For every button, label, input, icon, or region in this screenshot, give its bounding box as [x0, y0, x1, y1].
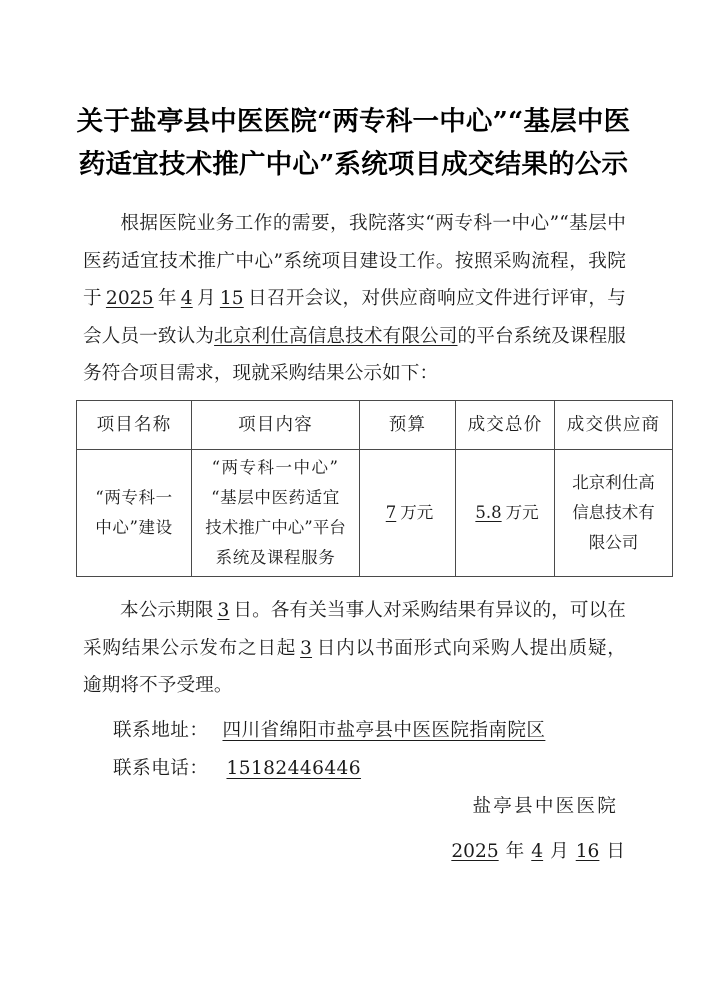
opening-text-segment-2: 召开会议，对供应商响应文件进行评审，与会人员一致认为: [83, 288, 626, 347]
signature-block: [83, 788, 626, 870]
project-content-line-3: 技术推广中心”平台: [205, 518, 346, 537]
meeting-month-unit: 月: [196, 288, 216, 309]
contact-phone-label: 联系电话：: [113, 757, 209, 779]
opening-text-segment-1: 根据医院业务工作的需要，我院落实“两专科一中心”“基层中医药适宜技术推广中心”系统项目建设工作。按照采购流程，我院于: [83, 213, 626, 309]
title-line-1: 关于盐亭县中医医院“两专科一中心”“基层中医: [76, 106, 631, 137]
notice-period-paragraph: [83, 592, 626, 705]
meeting-month-value: 4: [180, 288, 193, 309]
supplier-line-1: 北京利仕高: [572, 473, 655, 492]
page-title: [68, 100, 639, 186]
project-name-line-1: “两专科一: [95, 488, 173, 507]
signature-day-unit: 日: [606, 841, 625, 862]
meeting-day-value: 15: [219, 288, 244, 309]
signature-month-value: 4: [531, 841, 544, 862]
contact-address-line: [113, 712, 613, 750]
cell-project-name: [77, 450, 192, 577]
table-header-budget: 预算: [360, 401, 456, 450]
project-content-line-2: “基层中医药适宜: [211, 488, 340, 507]
opening-text-segment-3: 的平台系统及课程服务符合项目需求，现就采购结果公示如下：: [83, 325, 626, 384]
objection-period-days: 3: [300, 637, 313, 659]
notice-text-segment-3: 日内以书面形式向采购人提出质疑，逾期将不予受理。: [83, 637, 626, 696]
total-price-value: 5.8: [475, 503, 502, 522]
signature-organization: 盐亭县中医医院: [472, 796, 618, 817]
procurement-result-table: [76, 400, 673, 577]
cell-project-content: [192, 450, 360, 577]
notice-text-segment-2: 日。各有关当事人对采购结果有异议的，可以在采购结果公示发布之日起: [83, 600, 626, 659]
project-content-line-4: 系统及课程服务: [215, 548, 336, 567]
project-content-line-1: “两专科一中心”: [211, 458, 340, 477]
signature-year-unit: 年: [505, 841, 525, 862]
winning-supplier-name: 北京利仕高信息技术有限公司: [214, 325, 458, 347]
meeting-year-value: 2025: [105, 288, 154, 309]
supplier-line-3: 限公司: [588, 533, 639, 552]
notice-period-block: [83, 592, 626, 705]
project-name-line-2: 中心”建设: [95, 518, 173, 537]
title-line-2: 药适宜技术推广中心”系统项目成交结果的公示: [78, 149, 629, 180]
contact-phone-line: [113, 750, 613, 788]
project-name-lines: [81, 483, 187, 543]
table-row: [77, 450, 673, 577]
project-content-lines: [196, 453, 355, 573]
contact-address-value: 四川省绵阳市盐亭县中医医院指南院区: [222, 720, 546, 741]
cell-budget: [360, 450, 456, 577]
opening-paragraph-block: [83, 205, 626, 393]
budget-unit: 万元: [400, 503, 434, 522]
contact-address-label: 联系地址：: [113, 720, 209, 741]
table-header-project-content: 项目内容: [192, 401, 360, 450]
contact-phone-value: 15182446446: [226, 757, 362, 779]
signature-month-unit: 月: [550, 841, 569, 862]
opening-paragraph: [83, 205, 626, 393]
notice-period-days: 3: [217, 600, 230, 621]
table-header-supplier: 成交供应商: [555, 401, 673, 450]
meeting-day-unit: 日: [247, 288, 267, 309]
cell-supplier: [555, 450, 673, 577]
table-header-total-price: 成交总价: [456, 401, 555, 450]
notice-text-segment-1: 本公示期限: [120, 600, 214, 621]
total-price-unit: 万元: [505, 503, 539, 522]
supplier-line-2: 信息技术有: [572, 503, 655, 522]
contact-block: [113, 712, 613, 787]
cell-total-price: [456, 450, 555, 577]
supplier-lines: [559, 468, 668, 558]
budget-value: 7: [385, 503, 397, 522]
signature-day-value: 16: [575, 841, 600, 862]
signature-year-value: 2025: [451, 841, 499, 862]
table-header-row: [77, 401, 673, 450]
signature-date: [83, 833, 626, 870]
meeting-year-unit: 年: [157, 288, 177, 309]
table-header-project-name: 项目名称: [77, 401, 192, 450]
